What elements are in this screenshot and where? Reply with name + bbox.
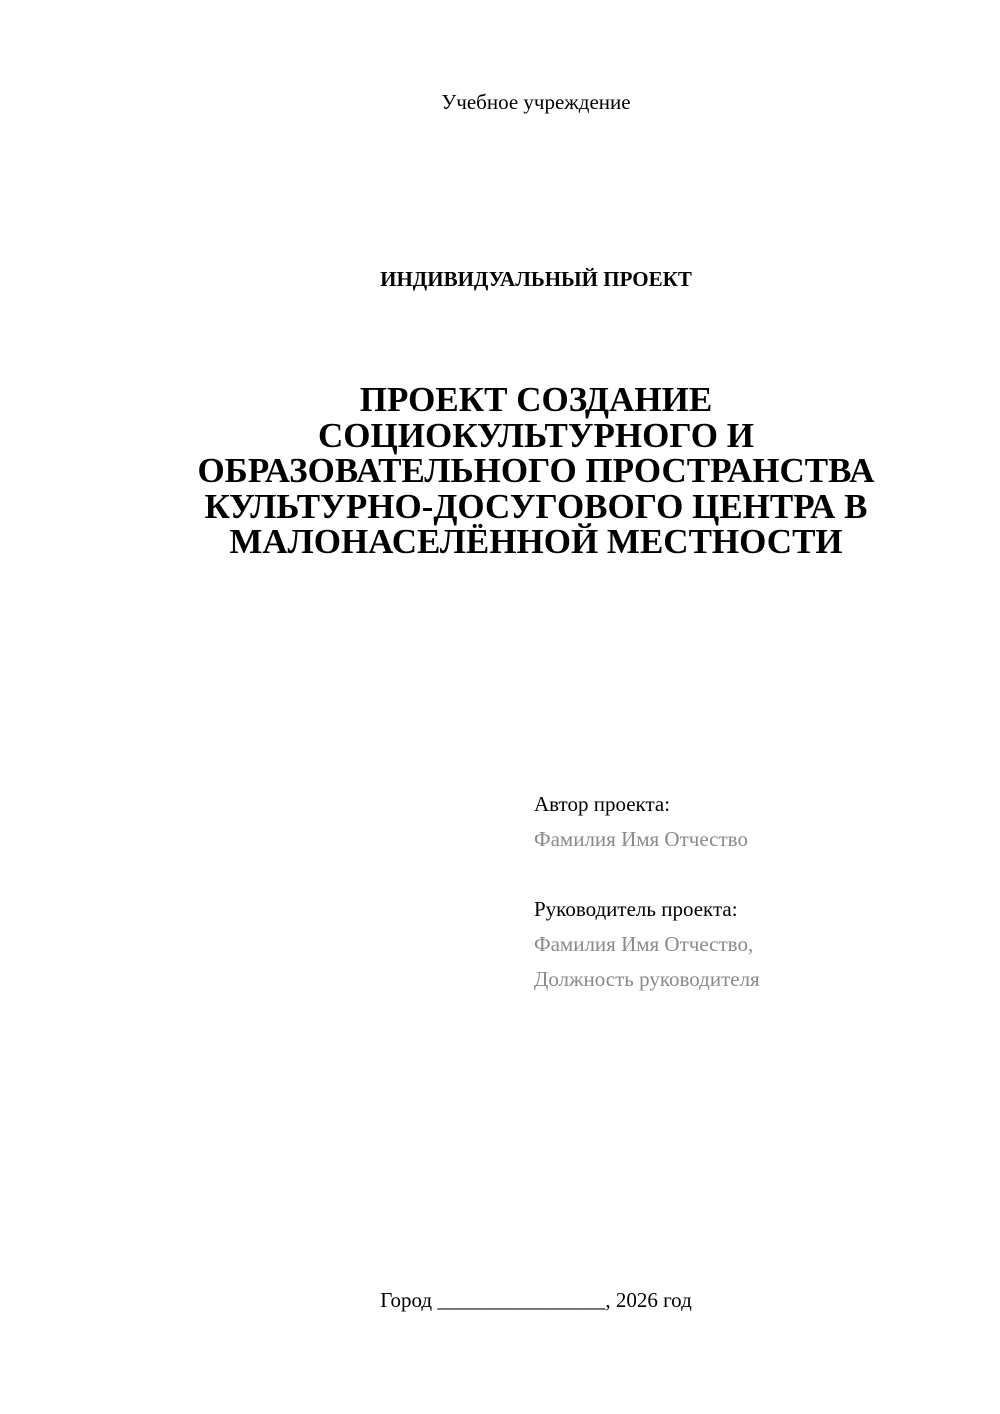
author-label: Автор проекта: [534,792,671,816]
title-line: МАЛОНАСЕЛЁННОЙ МЕСТНОСТИ [229,522,843,561]
title-line: СОЦИОКУЛЬТУРНОГО И [318,415,754,455]
title-line: КУЛЬТУРНО-ДОСУГОВОГО ЦЕНТРА В [204,486,868,526]
author-block [534,787,760,857]
supervisor-label: Руководитель проекта: [534,897,738,921]
document-type: ИНДИВИДУАЛЬНЫЙ ПРОЕКТ [380,267,692,291]
credits-block [534,787,760,1032]
supervisor-block [534,892,760,997]
title-line: ПРОЕКТ СОЗДАНИЕ [359,380,713,419]
project-title [0,382,1000,560]
supervisor-name: Фамилия Имя Отчество, [534,932,754,956]
institution-name: Учебное учреждение [441,90,631,114]
author-name: Фамилия Имя Отчество [534,827,748,851]
city-year-line: Город ________________, 2026 год [380,1288,692,1312]
title-line: ОБРАЗОВАТЕЛЬНОГО ПРОСТРАНСТВА [197,451,875,490]
supervisor-position: Должность руководителя [534,967,760,991]
